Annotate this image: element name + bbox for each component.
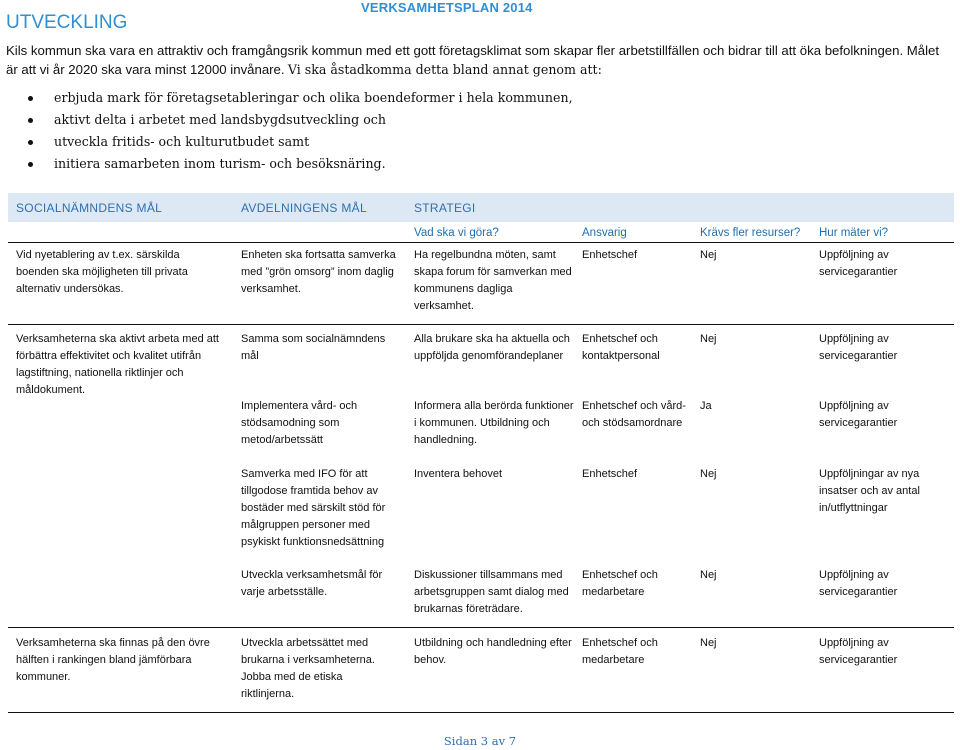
column-header-social-goal: SOCIALNÄMNDENS MÅL	[16, 201, 163, 215]
section-title: UTVECKLING	[6, 12, 128, 33]
table-cell-what-to-do: Inventera behovet	[414, 468, 503, 480]
table-cell-social-goal: Verksamheterna ska aktivt arbeta med att förbättra effektivitet och kvalitet utifrån lagstiftning, nationella riktlinjer och måldokument.	[16, 333, 219, 396]
table-cell-measurement: Uppföljning av servicegarantier	[819, 637, 898, 666]
table-divider	[8, 712, 954, 713]
table-cell-measurement: Uppföljningar av nya insatser och av antal in/utflyttningar	[819, 468, 920, 514]
intro-text-goal: Kils kommun ska vara en attraktiv och framgångsrik kommun med ett gott företagsklimat som skapar fler arbetstillfällen och bidrar till att öka befolkningen. Målet är att vi år 2020 ska vara minst 12000 invånare.	[6, 43, 940, 77]
table-cell-what-to-do: Utbildning och handledning efter behov.	[414, 637, 572, 666]
subheader-how-measured: Hur mäter vi?	[819, 227, 889, 239]
table-cell-resources: Ja	[700, 400, 712, 412]
subheader-resources-needed: Krävs fler resurser?	[700, 227, 801, 239]
table-cell-measurement: Uppföljning av servicegarantier	[819, 249, 898, 278]
column-header-strategy: STRATEGI	[414, 201, 476, 215]
bullet-item: aktivt delta i arbetet med landsbygdsutveckling och	[28, 109, 573, 131]
intro-paragraph	[6, 41, 946, 79]
table-cell-department-goal: Utveckla verksamhetsmål för varje arbetsställe.	[241, 569, 383, 598]
bullet-item: erbjuda mark för företagsetableringar och olika boendeformer i hela kommunen,	[28, 87, 573, 109]
table-divider	[8, 242, 954, 243]
table-cell-measurement: Uppföljning av servicegarantier	[819, 333, 898, 362]
table-cell-responsible: Enhetschef	[582, 468, 638, 480]
goal-bullet-list	[28, 87, 573, 175]
subheader-what-to-do: Vad ska vi göra?	[414, 227, 499, 239]
table-cell-responsible: Enhetschef och vård- och stödsamordnare	[582, 400, 686, 429]
intro-text-means: Vi ska åstadkomma detta bland annat genom att:	[287, 62, 602, 77]
table-cell-social-goal: Vid nyetablering av t.ex. särskilda boenden ska möjligheten till privata alternativ undersökas.	[16, 249, 188, 295]
table-cell-department-goal: Enheten ska fortsatta samverka med ”grön omsorg” inom daglig verksamhet.	[241, 249, 396, 295]
table-cell-responsible: Enhetschef och kontaktpersonal	[582, 333, 660, 362]
table-cell-resources: Nej	[700, 468, 717, 480]
bullet-item: initiera samarbeten inom turism- och besöksnäring.	[28, 153, 573, 175]
table-cell-responsible: Enhetschef	[582, 249, 638, 261]
page-number: Sidan 3 av 7	[443, 734, 517, 748]
document-header-title: VERKSAMHETSPLAN 2014	[361, 0, 533, 15]
column-header-department-goal: AVDELNINGENS MÅL	[241, 201, 367, 215]
table-cell-department-goal: Samverka med IFO för att tillgodose framtida behov av bostäder med särskilt stöd för målgruppen personer med psykiskt funktionsnedsättning	[241, 468, 386, 548]
table-divider	[8, 627, 954, 628]
table-divider	[8, 324, 954, 325]
subheader-responsible: Ansvarig	[582, 227, 627, 239]
table-cell-what-to-do: Diskussioner tillsammans med arbetsgruppen samt dialog med brukarnas företrädare.	[414, 569, 569, 615]
table-cell-department-goal: Implementera vård- och stödsamodning som metod/arbetssätt	[241, 400, 358, 446]
table-cell-what-to-do: Informera alla berörda funktioner i kommunen. Utbildning och handledning.	[414, 400, 574, 446]
table-cell-resources: Nej	[700, 333, 717, 345]
table-cell-what-to-do: Alla brukare ska ha aktuella och uppföljda genomförandeplaner	[414, 333, 570, 362]
table-cell-resources: Nej	[700, 569, 717, 581]
table-cell-department-goal: Utveckla arbetssättet med brukarna i verksamheterna. Jobba med de etiska riktlinjerna.	[241, 637, 375, 700]
table-cell-resources: Nej	[700, 249, 717, 261]
table-cell-social-goal: Verksamheterna ska finnas på den övre hälften i rankingen bland jämförbara kommuner.	[16, 637, 210, 683]
table-cell-responsible: Enhetschef och medarbetare	[582, 637, 658, 666]
table-cell-department-goal: Samma som socialnämndens mål	[241, 333, 386, 362]
table-cell-what-to-do: Ha regelbundna möten, samt skapa forum för samverkan med kommunens dagliga verksamhet.	[414, 249, 572, 312]
table-cell-responsible: Enhetschef och medarbetare	[582, 569, 658, 598]
table-cell-resources: Nej	[700, 637, 717, 649]
table-cell-measurement: Uppföljning av servicegarantier	[819, 569, 898, 598]
table-cell-measurement: Uppföljning av servicegarantier	[819, 400, 898, 429]
bullet-item: utveckla fritids- och kulturutbudet samt	[28, 131, 573, 153]
